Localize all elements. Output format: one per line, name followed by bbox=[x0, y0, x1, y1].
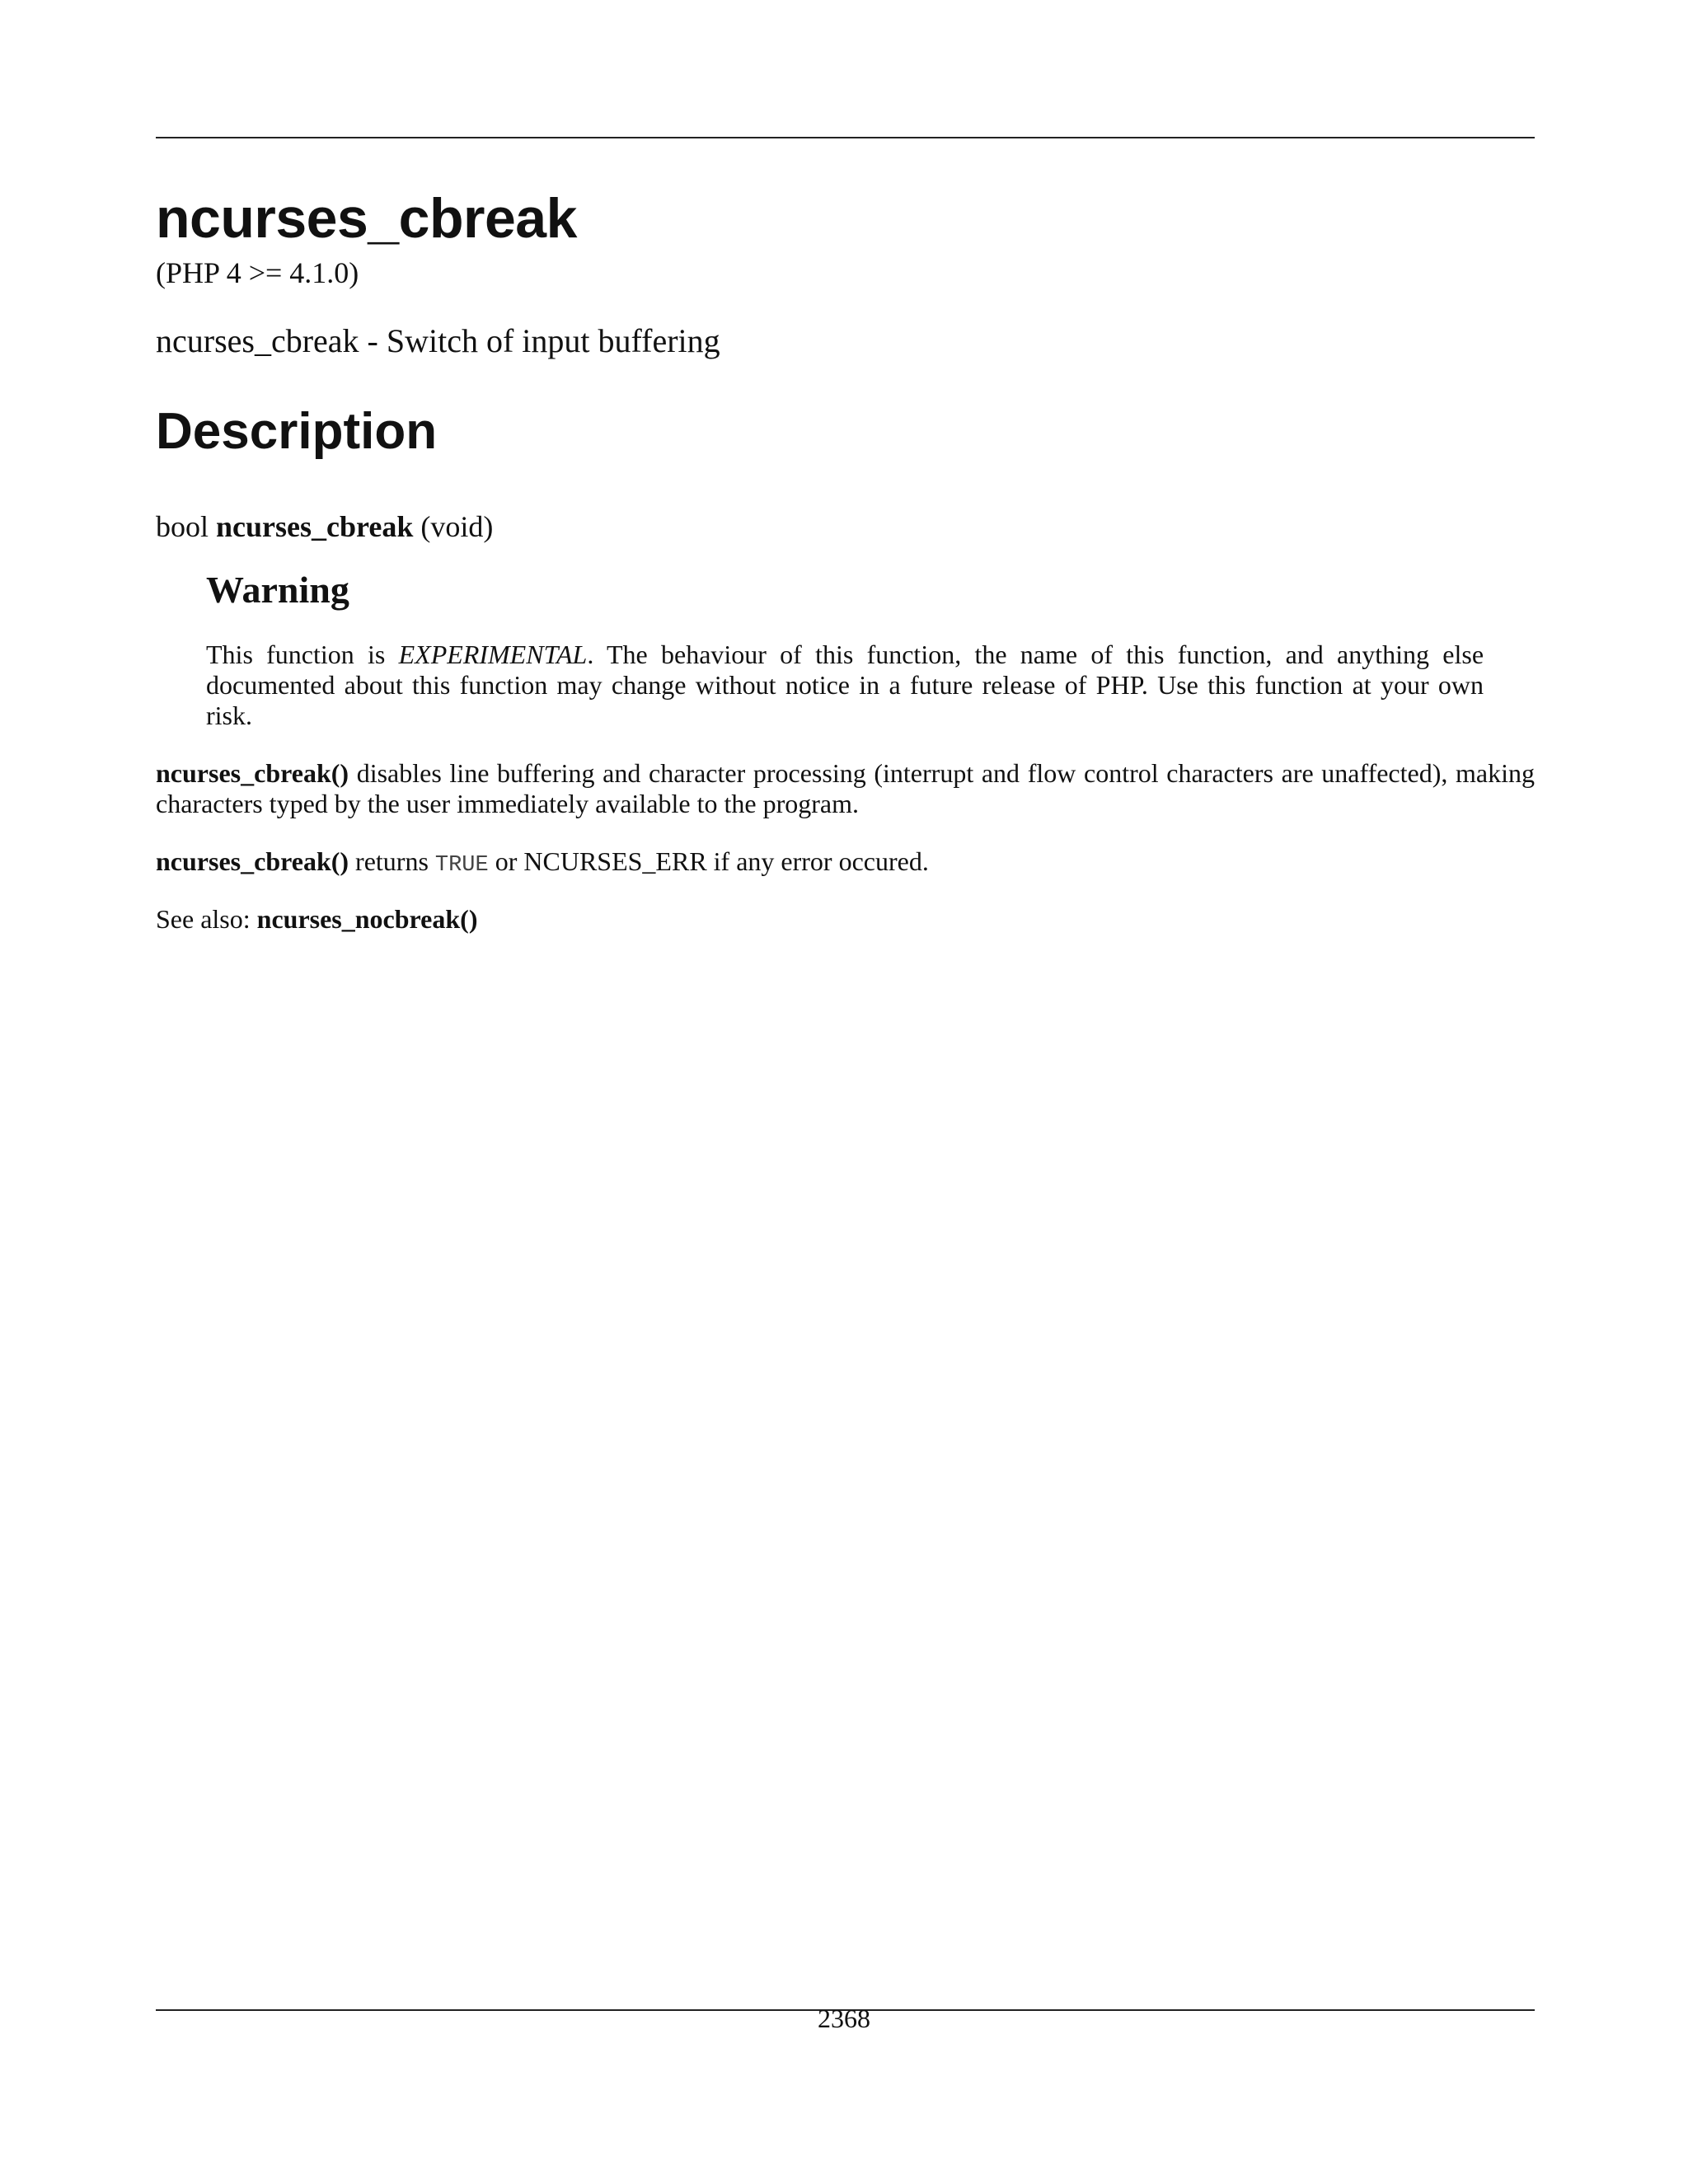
synopsis-function-name: ncurses_cbreak bbox=[216, 510, 414, 543]
page-title: ncurses_cbreak bbox=[156, 187, 577, 250]
description-paragraph-1 bbox=[156, 758, 1535, 819]
warning-title: Warning bbox=[206, 569, 349, 611]
paragraph-text-after: or NCURSES_ERR if any error occured. bbox=[495, 846, 929, 876]
paragraph-text-before: returns bbox=[355, 846, 429, 876]
function-ref: ncurses_cbreak() bbox=[156, 846, 349, 876]
constant-true: TRUE bbox=[434, 853, 489, 878]
paragraph-text: disables line buffering and character processing (interrupt and flow control characters are unaffected), making characters typed by the user immediately available to the program. bbox=[156, 758, 1536, 818]
function-synopsis bbox=[156, 509, 493, 545]
function-ref: ncurses_cbreak() bbox=[156, 758, 349, 788]
page-number: 2368 bbox=[818, 2004, 870, 2033]
description-paragraph-2 bbox=[156, 846, 1535, 881]
header-rule bbox=[156, 137, 1535, 138]
warning-emphasis: EXPERIMENTAL bbox=[398, 640, 588, 669]
see-also-label: See also: bbox=[156, 904, 251, 934]
warning-text bbox=[206, 640, 1484, 731]
warning-text-before: This function is bbox=[206, 640, 386, 669]
see-also-link[interactable]: ncurses_nocbreak() bbox=[256, 904, 478, 934]
version-info: (PHP 4 >= 4.1.0) bbox=[156, 256, 359, 289]
section-title-description: Description bbox=[156, 403, 438, 460]
see-also bbox=[156, 904, 1535, 935]
ref-purpose: ncurses_cbreak - Switch of input buffering bbox=[156, 322, 720, 359]
synopsis-return-type: bool bbox=[156, 510, 209, 543]
warning-text-after: . The behaviour of this function, the name of this function, and anything else documented about this function may change without notice in a future release of PHP. Use this function at your own risk. bbox=[206, 640, 1484, 730]
synopsis-params: (void) bbox=[420, 510, 494, 543]
